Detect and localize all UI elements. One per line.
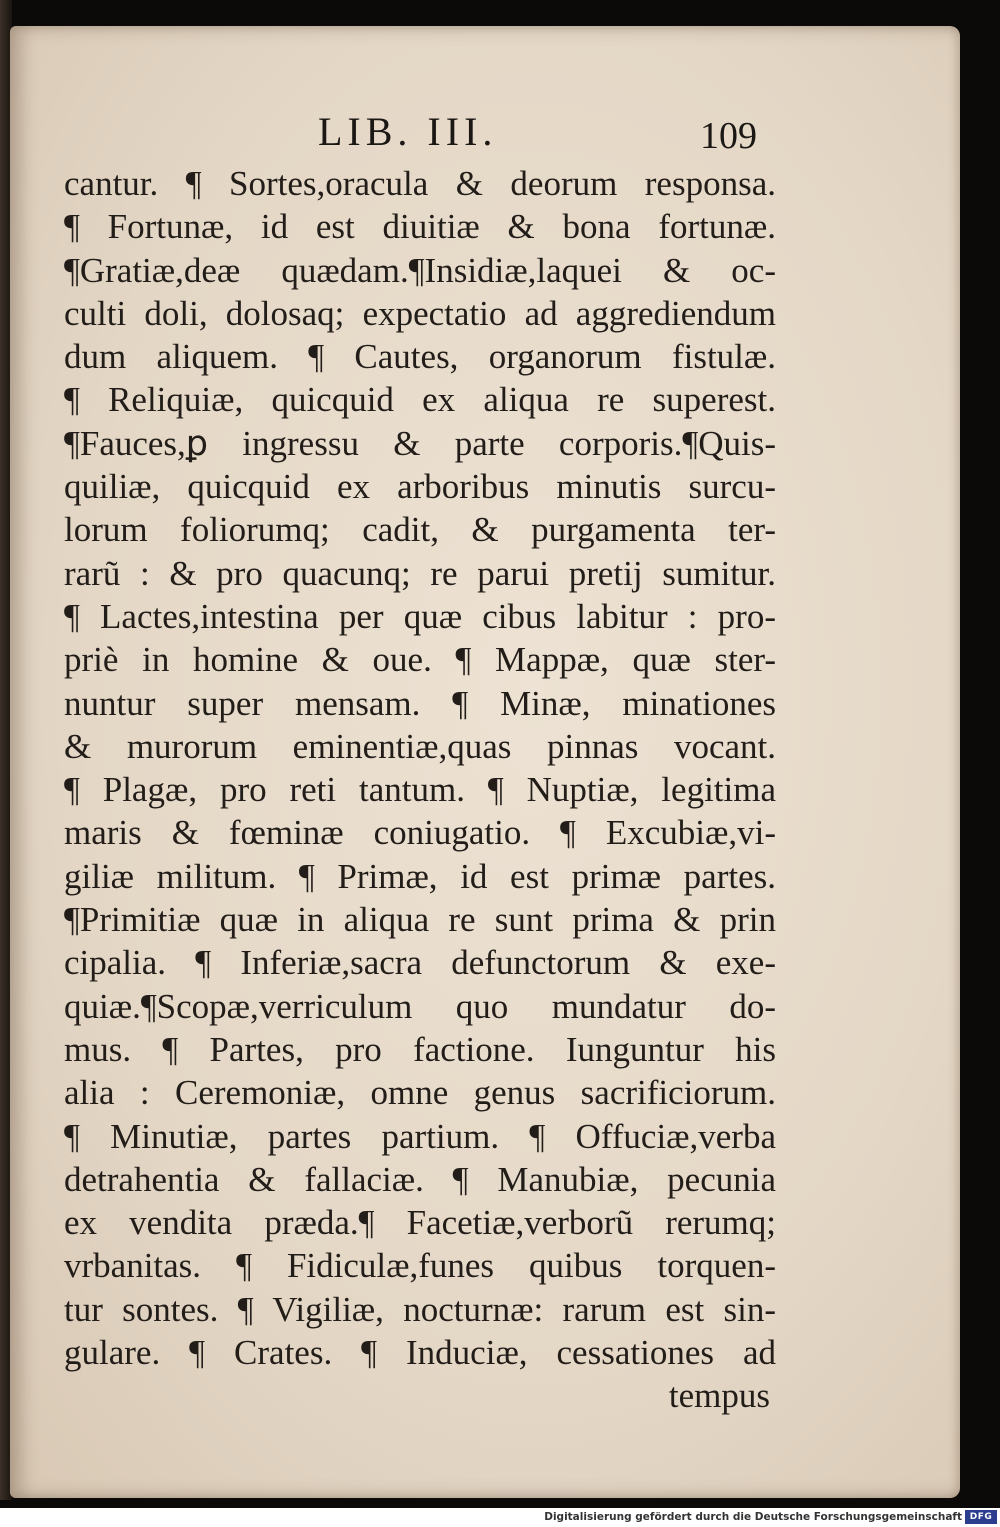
text-line: gulare. ¶ Crates. ¶ Induciæ, cessationes ad: [64, 1333, 776, 1373]
page-header: [0, 108, 1000, 158]
text-line: ¶ Reliquiæ, quicquid ex aliqua re superest.: [64, 380, 776, 420]
text-line: giliæ militum. ¶ Primæ, id est primæ partes.: [64, 856, 776, 896]
text-line: ¶ Minutiæ, partes partium. ¶ Offuciæ,verba: [64, 1116, 776, 1156]
text-line: cipalia. ¶ Inferiæ,sacra defunctorum & exe-: [64, 943, 776, 983]
text-line: ¶ Plagæ, pro reti tantum. ¶ Nuptiæ, legitima: [64, 770, 776, 810]
text-line: ¶ Lactes,intestina per quæ cibus labitur : pro-: [64, 596, 776, 636]
text-line: lorum foliorumq; cadit, & purgamenta ter-: [64, 510, 776, 550]
text-line: dum aliquem. ¶ Cautes, organorum fistulæ.: [64, 337, 776, 377]
text-line: vrbanitas. ¶ Fidiculæ,funes quibus torquen-: [64, 1246, 776, 1286]
text-line: quiliæ, quicquid ex arboribus minutis surcu-: [64, 467, 776, 507]
text-line: tur sontes. ¶ Vigiliæ, nocturnæ: rarum est sin-: [64, 1289, 776, 1329]
running-head: LIB. III.: [318, 109, 498, 154]
body-text: [64, 162, 776, 1418]
text-line: culti doli, dolosaq; expectatio ad aggrediendum: [64, 293, 776, 333]
text-line: nuntur super mensam. ¶ Minæ, minationes: [64, 683, 776, 723]
text-line: ex vendita præda.¶ Facetiæ,verborũ rerumq;: [64, 1203, 776, 1243]
text-line: priè in homine & oue. ¶ Mappæ, quæ ster-: [64, 640, 776, 680]
dfg-logo-icon: DFG: [965, 1510, 997, 1524]
text-line: tempus: [668, 1376, 770, 1416]
text-line: detrahentia & fallaciæ. ¶ Manubiæ, pecunia: [64, 1159, 776, 1199]
text-line: ¶ Fortunæ, id est diuitiæ & bona fortunæ.: [64, 207, 776, 247]
text-line: quiæ.¶Scopæ,verriculum quo mundatur do-: [64, 986, 776, 1026]
funding-credit: Digitalisierung gefördert durch die Deutsche Forschungsgemeinschaft: [544, 1511, 962, 1523]
text-line: cantur. ¶ Sortes,oracula & deorum responsa.: [64, 164, 776, 203]
page-number: 109: [700, 115, 757, 157]
text-line: rarũ : & pro quacunq; re parui pretij sumitur.: [64, 553, 776, 593]
text-line: ¶Primitiæ quæ in aliqua re sunt prima & prin: [64, 900, 776, 940]
footer-bar: [0, 1508, 1000, 1527]
text-line: maris & fœminæ coniugatio. ¶ Excubiæ,vi-: [64, 813, 776, 853]
text-line: mus. ¶ Partes, pro factione. Iunguntur his: [64, 1029, 776, 1069]
text-line: ¶Gratiæ,deæ quædam.¶Insidiæ,laquei & oc-: [64, 250, 776, 290]
text-line: ¶Fauces,ꝑ ingressu & parte corporis.¶Quis-: [64, 423, 776, 463]
text-line: alia : Ceremoniæ, omne genus sacrificiorum.: [64, 1073, 776, 1113]
text-line: & murorum eminentiæ,quas pinnas vocant.: [64, 726, 776, 766]
